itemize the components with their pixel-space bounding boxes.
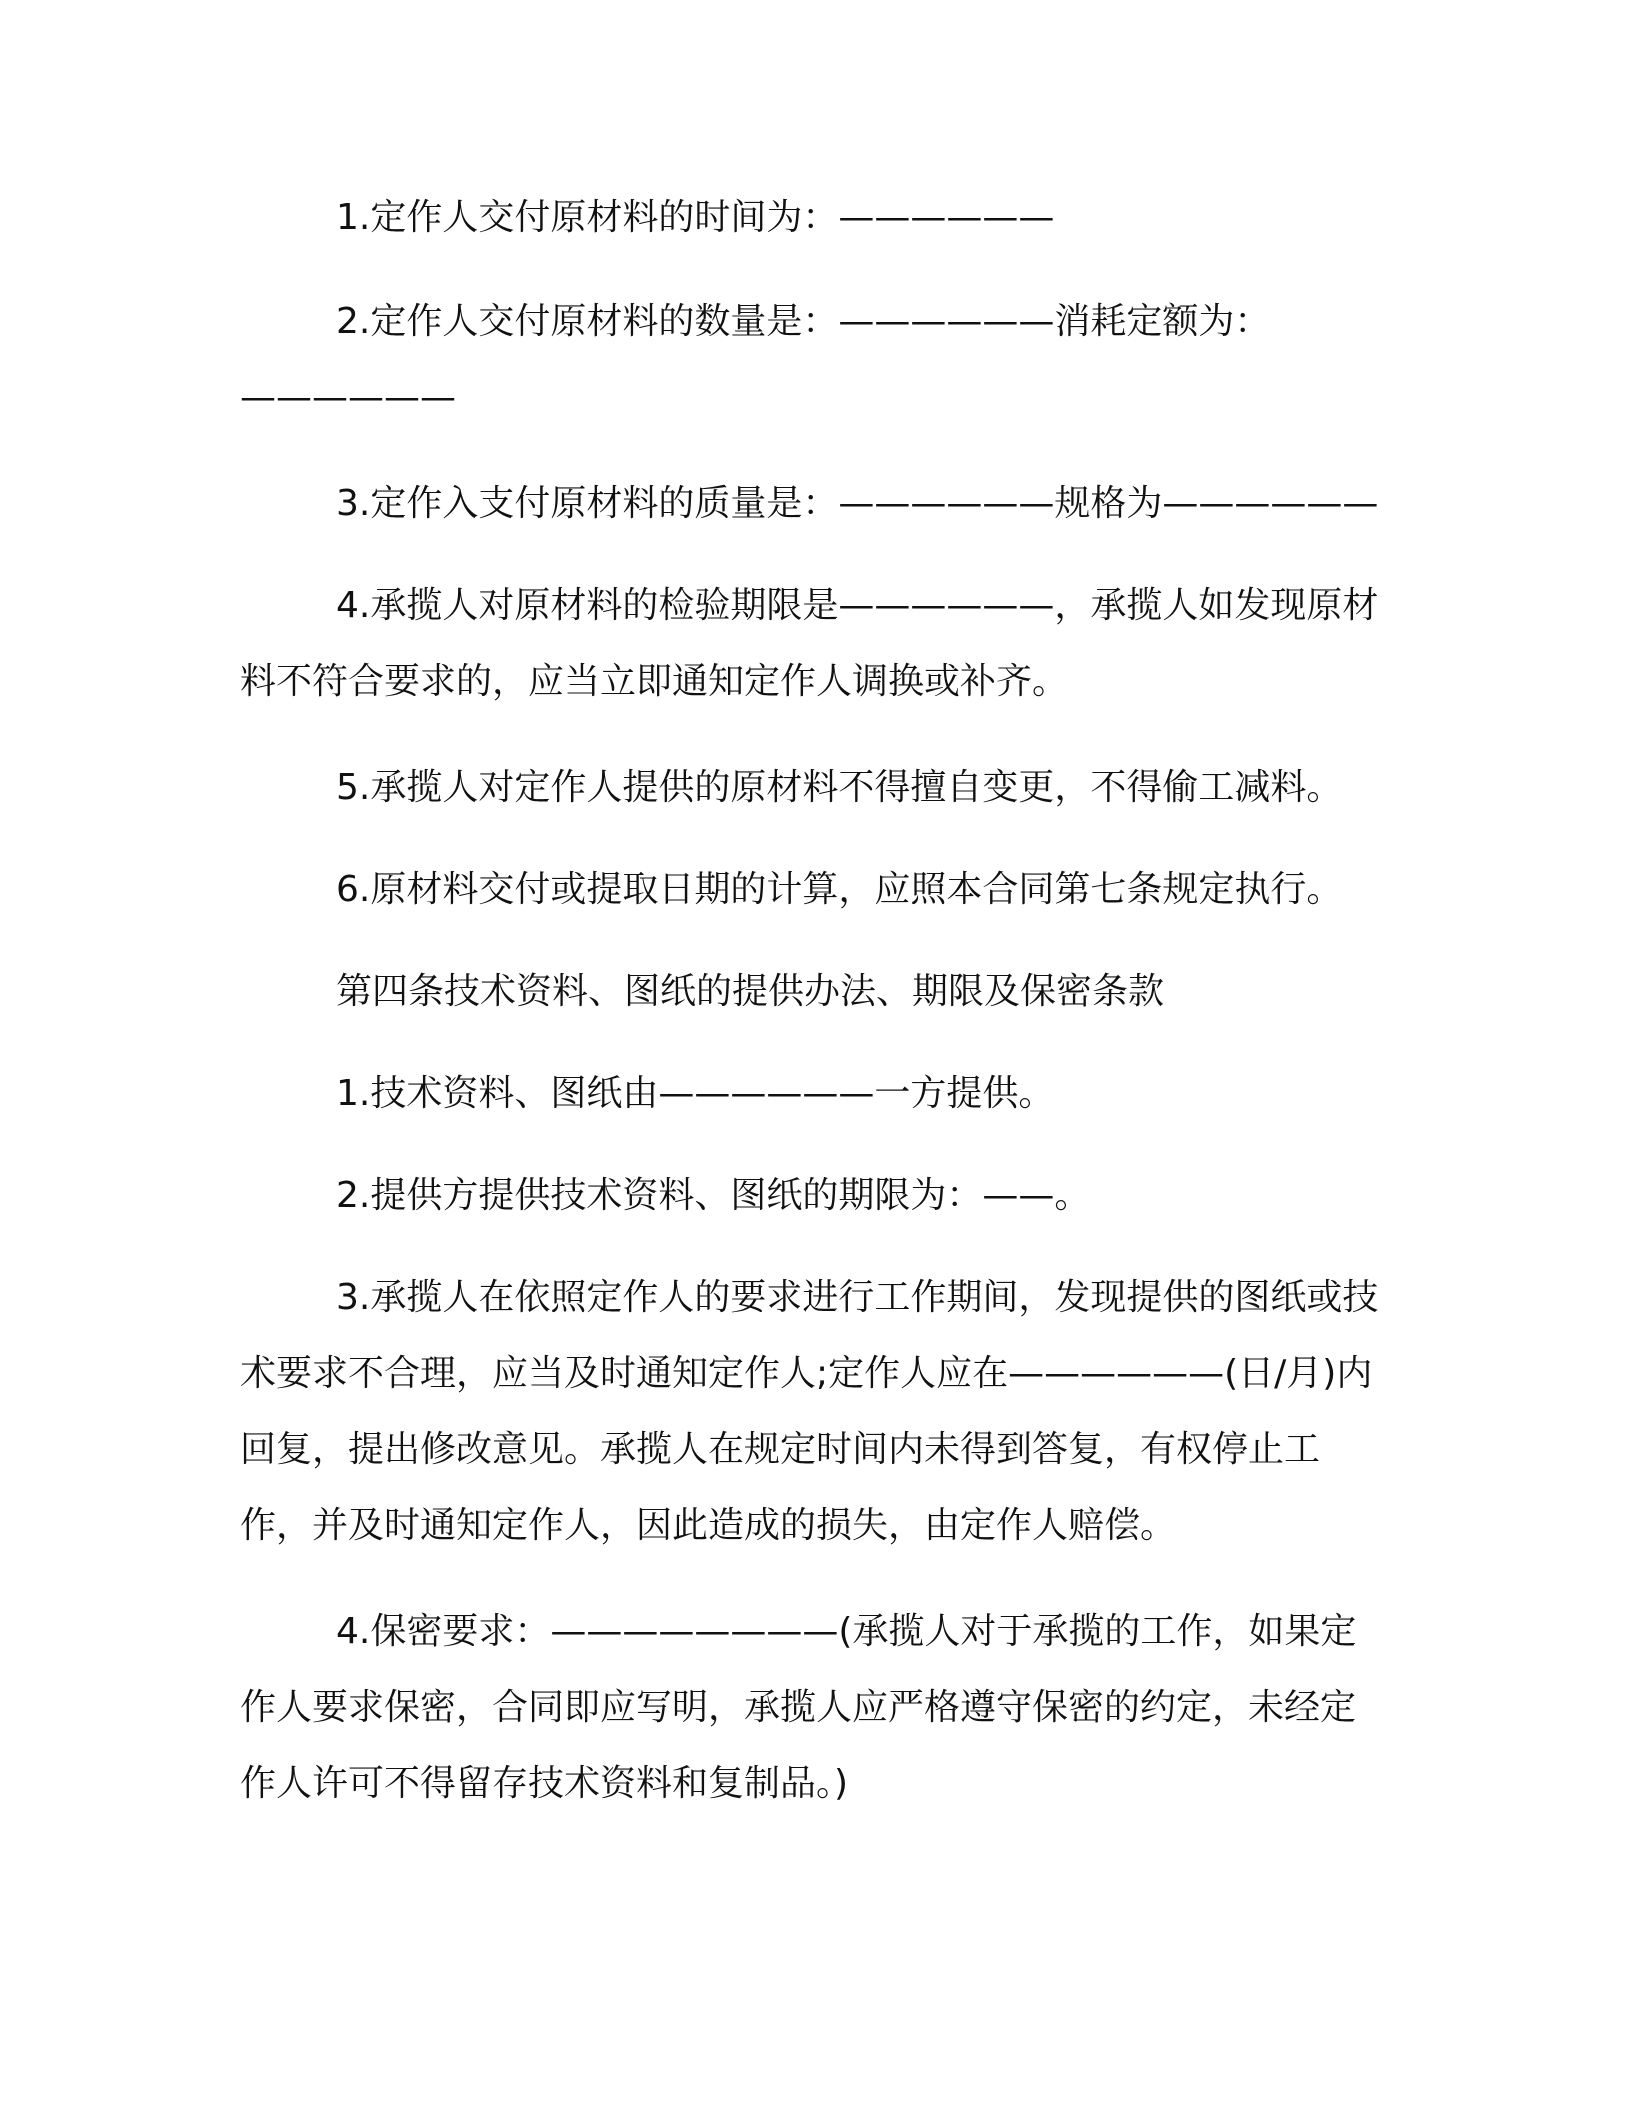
paragraph-material-quality: 3.定作入支付原材料的质量是：——————规格为—————— (336, 483, 1379, 524)
paragraph-date-calculation: 6.原材料交付或提取日期的计算，应照本合同第七条规定执行。 (336, 869, 1343, 910)
paragraph-drawings-provider: 1.技术资料、图纸由——————一方提供。 (336, 1073, 1055, 1114)
paragraph-confidentiality: 4.保密要求：————————(承揽人对于承揽的工作，如果定作人要求保密，合同即应写明，承揽人应严格遵守保密的约定，未经定作人许可不得留存技术资料和复制品。) (240, 1611, 1357, 1804)
paragraph-material-quantity: 2.定作人交付原材料的数量是：——————消耗定额为：—————— (240, 301, 1271, 418)
paragraph-no-unauthorized-change: 5.承揽人对定作人提供的原材料不得擅自变更，不得偷工减料。 (336, 767, 1343, 808)
paragraph-inspection-period: 4.承揽人对原材料的检验期限是——————，承揽人如发现原材料不符合要求的，应当立即通知定作人调换或补齐。 (240, 585, 1379, 702)
paragraph-provision-deadline: 2.提供方提供技术资料、图纸的期限为：——。 (336, 1175, 1091, 1216)
paragraph-unreasonable-requirements: 3.承揽人在依照定作人的要求进行工作期间，发现提供的图纸或技术要求不合理，应当及时通知定作人;定作人应在——————(日/月)内回复，提出修改意见。承揽人在规定时间内未得到答复，有权停止工作，并及时通知定作人，因此造成的损失，由定作人赔偿。 (240, 1277, 1379, 1546)
section-heading-article-four: 第四条技术资料、图纸的提供办法、期限及保密条款 (336, 971, 1165, 1012)
paragraph-material-delivery-time: 1.定作人交付原材料的时间为：—————— (336, 197, 1055, 238)
